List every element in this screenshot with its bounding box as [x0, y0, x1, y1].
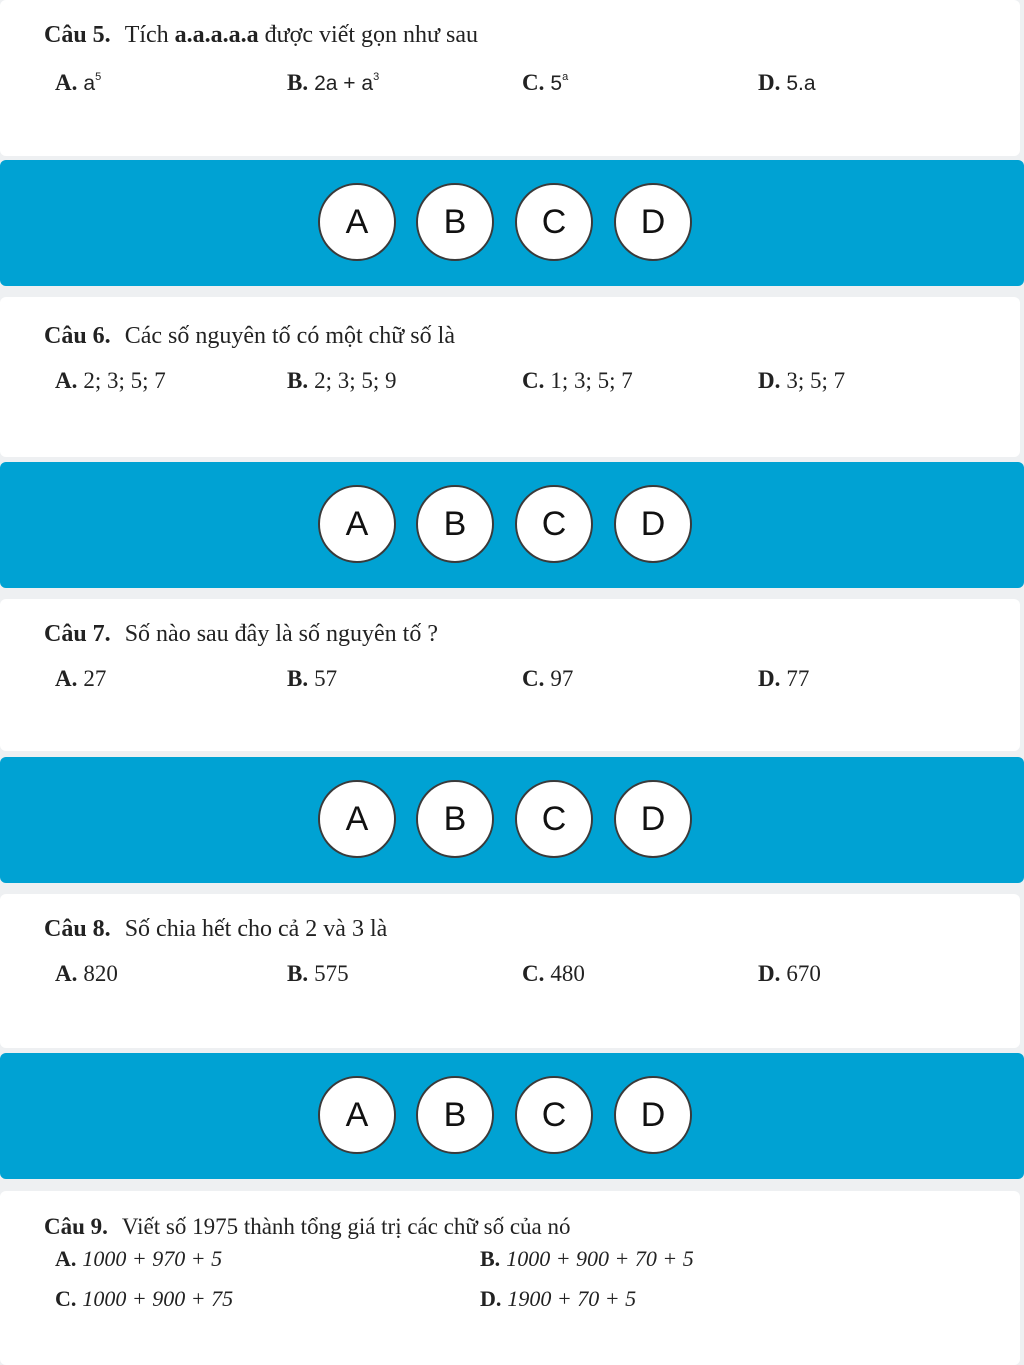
- option-a: A. 27: [55, 666, 107, 691]
- question-card-7: [0, 599, 1020, 751]
- answer-button-b[interactable]: B: [416, 780, 494, 858]
- question-text: Câu 6. Các số nguyên tố có một chữ số là: [44, 323, 455, 349]
- answer-bar-8: [0, 1053, 1024, 1179]
- option-d: D. 670: [758, 961, 821, 986]
- question-number: Câu 8.: [44, 916, 111, 942]
- question-number: Câu 6.: [44, 323, 111, 349]
- question-number: Câu 9.: [44, 1214, 108, 1239]
- option-b: B. 1000 + 900 + 70 + 5: [480, 1246, 694, 1271]
- question-text: Câu 9. Viết số 1975 thành tổng giá trị các chữ số của nó: [44, 1214, 571, 1239]
- option-c: C. 1; 3; 5; 7: [522, 368, 633, 393]
- option-a: A. 2; 3; 5; 7: [55, 368, 166, 393]
- answer-button-b[interactable]: B: [416, 1076, 494, 1154]
- answer-button-a[interactable]: A: [318, 485, 396, 563]
- question-text: Câu 7. Số nào sau đây là số nguyên tố ?: [44, 621, 438, 647]
- answer-button-c[interactable]: C: [515, 485, 593, 563]
- question-number: Câu 7.: [44, 621, 111, 647]
- option-c: C. 5$^a$: [522, 70, 569, 95]
- answer-bar-7: [0, 757, 1024, 883]
- answer-button-a[interactable]: A: [318, 183, 396, 261]
- option-a: A. $a^5$: [55, 70, 102, 95]
- option-a: A. 820: [55, 961, 118, 986]
- option-b: B. 575: [287, 961, 349, 986]
- answer-button-a[interactable]: A: [318, 780, 396, 858]
- question-text: Câu 8. Số chia hết cho cả 2 và 3 là: [44, 916, 388, 942]
- question-card-9: [0, 1191, 1020, 1365]
- answer-button-d[interactable]: D: [614, 485, 692, 563]
- option-c: C. 97: [522, 666, 574, 691]
- option-d: D. 77: [758, 666, 810, 691]
- option-b: B. 2; 3; 5; 9: [287, 368, 397, 393]
- answer-bar-6: [0, 462, 1024, 588]
- question-card-5: [0, 0, 1020, 156]
- option-d: D. 1900 + 70 + 5: [480, 1286, 637, 1311]
- option-c: C. 480: [522, 961, 585, 986]
- option-b: B. $2a + a^3$: [287, 70, 380, 95]
- answer-button-c[interactable]: C: [515, 183, 593, 261]
- answer-button-b[interactable]: B: [416, 485, 494, 563]
- option-b: B. 57: [287, 666, 338, 691]
- answer-button-c[interactable]: C: [515, 1076, 593, 1154]
- answer-button-b[interactable]: B: [416, 183, 494, 261]
- option-a: A. 1000 + 970 + 5: [55, 1246, 223, 1271]
- question-card-6: [0, 297, 1020, 457]
- answer-button-a[interactable]: A: [318, 1076, 396, 1154]
- question-card-8: [0, 894, 1020, 1048]
- answer-button-d[interactable]: D: [614, 780, 692, 858]
- option-d: D. 3; 5; 7: [758, 368, 846, 393]
- answer-button-d[interactable]: D: [614, 183, 692, 261]
- answer-bar-5: [0, 160, 1024, 286]
- option-d: D. 5.a: [758, 70, 816, 95]
- answer-button-c[interactable]: C: [515, 780, 593, 858]
- option-c: C. 1000 + 900 + 75: [55, 1286, 234, 1311]
- answer-button-d[interactable]: D: [614, 1076, 692, 1154]
- question-number: Câu 5.: [44, 22, 111, 48]
- question-text: Câu 5. Tích a.a.a.a.a được viết gọn như sau: [44, 22, 479, 48]
